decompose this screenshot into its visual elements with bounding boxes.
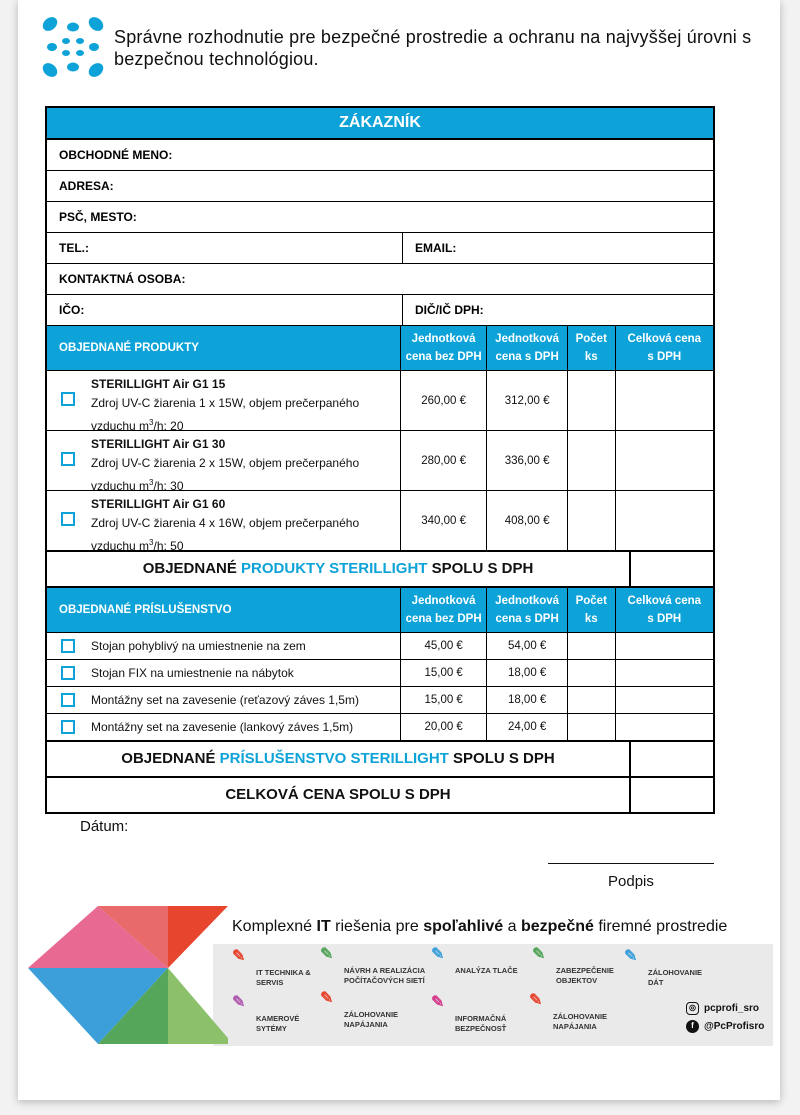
products-sum-row <box>47 551 713 588</box>
it-icon: ✎ <box>232 948 246 965</box>
price-no-vat: 20,00 € <box>401 714 487 740</box>
instagram-icon: ◎ <box>686 1002 699 1015</box>
ico-field[interactable]: IČO: <box>47 295 403 325</box>
count-cell[interactable] <box>568 633 616 659</box>
security-icon: ✎ <box>532 946 546 963</box>
accessories-sum-row <box>47 740 713 778</box>
service-network: ✎ NÁVRH A REALIZÁCIA POČÍTAČOVÝCH SIETÍ <box>320 946 426 985</box>
price-no-vat: 15,00 € <box>401 687 487 713</box>
price-vat: 18,00 € <box>487 660 568 686</box>
products-header-row <box>47 325 713 371</box>
service-security: ✎ ZABEZPEČENIE OBJEKTOV <box>532 946 614 985</box>
accessories-header: OBJEDNANÉ PRÍSLUŠENSTVO <box>47 588 401 632</box>
tagline: Správne rozhodnutie pre bezpečné prostredie a ochranu na najvyššej úrovni s bezpečnou technológiou. <box>114 27 752 69</box>
product-row: STERILLIGHT Air G1 15 Zdroj UV-C žiarenia 1 x 15W, objem prečerpaného vzduchu $m^3/h$: 20 260,00 € 312,00 € <box>47 371 713 431</box>
network-icon: ✎ <box>320 946 334 963</box>
accessory-row: Stojan FIX na umiestnenie na nábytok 15,00 € 18,00 € <box>47 660 713 687</box>
price-no-vat: 260,00 € <box>401 371 487 430</box>
total-cell[interactable] <box>616 431 713 490</box>
grand-total-value[interactable] <box>631 778 713 812</box>
infosec-icon: ✎ <box>431 994 445 1011</box>
facebook-link[interactable]: f @PcProfisro <box>686 1020 764 1033</box>
backup-icon: ✎ <box>624 948 638 965</box>
grand-total-label: CELKOVÁ CENA SPOLU S DPH <box>47 778 631 812</box>
signature-line[interactable] <box>548 863 714 864</box>
price-no-vat: 280,00 € <box>401 431 487 490</box>
price-vat: 408,00 € <box>487 491 568 550</box>
grand-total-row <box>47 778 713 812</box>
price-vat: 54,00 € <box>487 633 568 659</box>
accessories-header-row <box>47 588 713 633</box>
accessory-row: Montážny set na zavesenie (lankový záves 1,5m) 20,00 € 24,00 € <box>47 714 713 740</box>
col-count: Počet ks <box>568 588 616 632</box>
footer-banner <box>18 906 780 1046</box>
zip-city-field[interactable]: PSČ, MESTO: <box>59 210 137 224</box>
col-total: Celková cena s DPH <box>627 595 702 625</box>
facebook-icon: f <box>686 1020 699 1033</box>
accessory-checkbox[interactable] <box>61 720 75 734</box>
banner-triangles-graphic <box>28 906 228 1046</box>
product-row: STERILLIGHT Air G1 60 Zdroj UV-C žiarenia 4 x 16W, objem prečerpaného vzduchu $m^3/h$: 50 340,00 € 408,00 € <box>47 491 713 551</box>
tel-field[interactable]: TEL.: <box>47 233 403 263</box>
accessories-sum-value[interactable] <box>631 742 713 776</box>
service-power: ✎ ZÁLOHOVANIE NAPÁJANIA <box>320 990 399 1029</box>
product-checkbox[interactable] <box>61 392 75 406</box>
banner-title: Komplexné IT riešenia pre spoľahlivé a bezpečné firemné prostredie <box>232 918 728 935</box>
total-cell[interactable] <box>616 714 713 740</box>
col-unit-price-vat: Jednotková cena s DPH <box>487 588 568 632</box>
col-unit-price-vat: Jednotková cena s DPH <box>487 326 568 370</box>
product-checkbox[interactable] <box>61 512 75 526</box>
count-cell[interactable] <box>568 714 616 740</box>
service-power-2: ✎ ZÁLOHOVANIE NAPÁJANIA <box>529 992 608 1031</box>
company-logo <box>40 14 106 80</box>
print-icon: ✎ <box>431 946 445 963</box>
total-cell[interactable] <box>616 491 713 550</box>
price-no-vat: 340,00 € <box>401 491 487 550</box>
count-cell[interactable] <box>568 660 616 686</box>
total-cell[interactable] <box>616 660 713 686</box>
price-vat: 312,00 € <box>487 371 568 430</box>
contact-person-field[interactable]: KONTAKTNÁ OSOBA: <box>59 272 186 286</box>
total-cell[interactable] <box>616 633 713 659</box>
price-vat: 18,00 € <box>487 687 568 713</box>
business-name-field[interactable]: OBCHODNÉ MENO: <box>59 148 173 162</box>
signature-label: Podpis <box>608 873 654 890</box>
accessory-row: Stojan pohyblivý na umiestnenie na zem 45,00 € 54,00 € <box>47 633 713 660</box>
col-unit-price-no-vat: Jednotková cena bez DPH <box>401 588 487 632</box>
product-checkbox[interactable] <box>61 452 75 466</box>
service-cameras: ✎ KAMEROVÉ SYTÉMY <box>232 994 300 1033</box>
email-field[interactable]: EMAIL: <box>415 241 457 255</box>
service-print: ✎ ANALÝZA TLAČE <box>431 946 518 975</box>
date-label: Dátum: <box>80 818 129 835</box>
instagram-link[interactable]: ◎ pcprofi_sro <box>686 1002 759 1015</box>
service-infosec: ✎ INFORMAČNÁ BEZPEČNOSŤ <box>431 994 507 1033</box>
power-icon: ✎ <box>529 992 543 1009</box>
order-form <box>45 106 715 814</box>
accessories-sum-label: OBJEDNANÉ PRÍSLUŠENSTVO STERILLIGHT SPOLU S DPH <box>47 742 631 776</box>
price-vat: 336,00 € <box>487 431 568 490</box>
power-icon: ✎ <box>320 990 334 1007</box>
dic-field[interactable]: DIČ/IČ DPH: <box>415 303 484 317</box>
count-cell[interactable] <box>568 371 616 430</box>
col-unit-price-no-vat: Jednotková cena bez DPH <box>401 326 487 370</box>
camera-icon: ✎ <box>232 994 246 1011</box>
accessory-checkbox[interactable] <box>61 666 75 680</box>
product-row: STERILLIGHT Air G1 30 Zdroj UV-C žiarenia 2 x 15W, objem prečerpaného vzduchu $m^3/h$: 30 280,00 € 336,00 € <box>47 431 713 491</box>
total-cell[interactable] <box>616 687 713 713</box>
service-backup-data: ✎ ZÁLOHOVANIE DÁT <box>624 948 703 987</box>
address-field[interactable]: ADRESA: <box>59 179 114 193</box>
count-cell[interactable] <box>568 491 616 550</box>
accessory-checkbox[interactable] <box>61 693 75 707</box>
col-count: Počet ks <box>568 326 616 370</box>
price-no-vat: 15,00 € <box>401 660 487 686</box>
count-cell[interactable] <box>568 431 616 490</box>
accessory-checkbox[interactable] <box>61 639 75 653</box>
products-sum-value[interactable] <box>631 552 713 586</box>
col-total: Celková cena s DPH <box>627 333 702 363</box>
total-cell[interactable] <box>616 371 713 430</box>
customer-header: ZÁKAZNÍK <box>47 108 713 140</box>
price-vat: 24,00 € <box>487 714 568 740</box>
accessory-row: Montážny set na zavesenie (reťazový záves 1,5m) 15,00 € 18,00 € <box>47 687 713 714</box>
service-it: ✎ IT TECHNIKA & SERVIS <box>232 948 311 987</box>
products-sum-label: OBJEDNANÉ PRODUKTY STERILLIGHT SPOLU S DPH <box>47 552 631 586</box>
count-cell[interactable] <box>568 687 616 713</box>
products-header: OBJEDNANÉ PRODUKTY <box>47 326 401 370</box>
price-no-vat: 45,00 € <box>401 633 487 659</box>
